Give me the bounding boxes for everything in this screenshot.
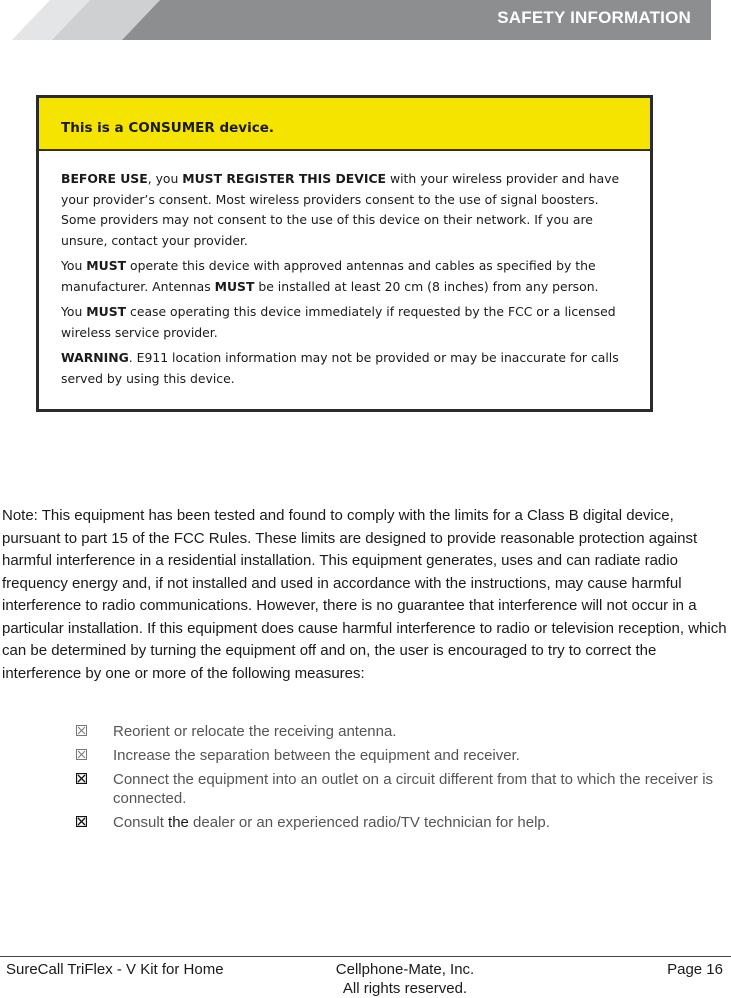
checkbox-x-icon [76, 773, 87, 784]
list-item: Consult the dealer or an experienced radio/TV technician for help. [76, 813, 716, 832]
notice-paragraph-cease: You MUST cease operating this device immediately if requested by the FCC or a licensed wireless service provider. [61, 304, 616, 340]
measures-list [76, 722, 716, 837]
footer-rights: All rights reserved. [342, 980, 468, 997]
notice-paragraph-warning: WARNING. E911 location information may not be provided or may be inaccurate for calls served by using this device. [61, 350, 619, 386]
notice-paragraph-antennas: You MUST operate this device with approved antennas and cables as specified by the manufacturer. Antennas MUST be installed at least 20 cm (8 inches) from any person. [61, 258, 599, 294]
consumer-device-notice [36, 95, 653, 412]
footer-divider [0, 956, 731, 957]
notice-body [39, 151, 650, 389]
checkbox-x-icon [76, 725, 87, 736]
section-title: SAFETY INFORMATION [497, 8, 691, 27]
fcc-note-paragraph: Note: This equipment has been tested and found to comply with the limits for a Class B digital device, pursuant to part 15 of the FCC Rules. These limits are designed to provide reasonable protection against harmful interference in a residential installation. This equipment generates, uses and can radiate radio frequency energy and, if not installed and used in accordance with the instructions, may cause harmful interference to radio communications. However, there is no guarantee that interference will not occur in a particular installation. If this equipment does cause harmful interference to radio or television reception, which can be determined by turning the equipment off and on, the user is encouraged to try to correct the interference by one or more of the following measures: [2, 507, 727, 682]
footer-page-number: Page 16 [667, 961, 723, 978]
footer-company-name: Cellphone-Mate, Inc. [335, 961, 475, 978]
list-item: Connect the equipment into an outlet on a circuit different from that to which the receiver is connected. [76, 770, 716, 808]
footer-product: SureCall TriFlex - V Kit for Home [6, 961, 224, 978]
list-item: Increase the separation between the equipment and receiver. [76, 746, 716, 765]
footer-company [316, 960, 494, 998]
list-item: Reorient or relocate the receiving antenna. [76, 722, 716, 741]
page-header [0, 0, 731, 42]
checkbox-x-icon [76, 816, 87, 827]
notice-paragraph-register: BEFORE USE, you MUST REGISTER THIS DEVICE with your wireless provider and have your provider’s consent. Most wireless providers consent to the use of signal boosters. Some providers may not consent to the use of this device on their network. If you are unsure, contact your provider. [61, 171, 620, 248]
checkbox-x-icon [76, 749, 87, 760]
notice-heading: This is a CONSUMER device. [39, 98, 650, 151]
